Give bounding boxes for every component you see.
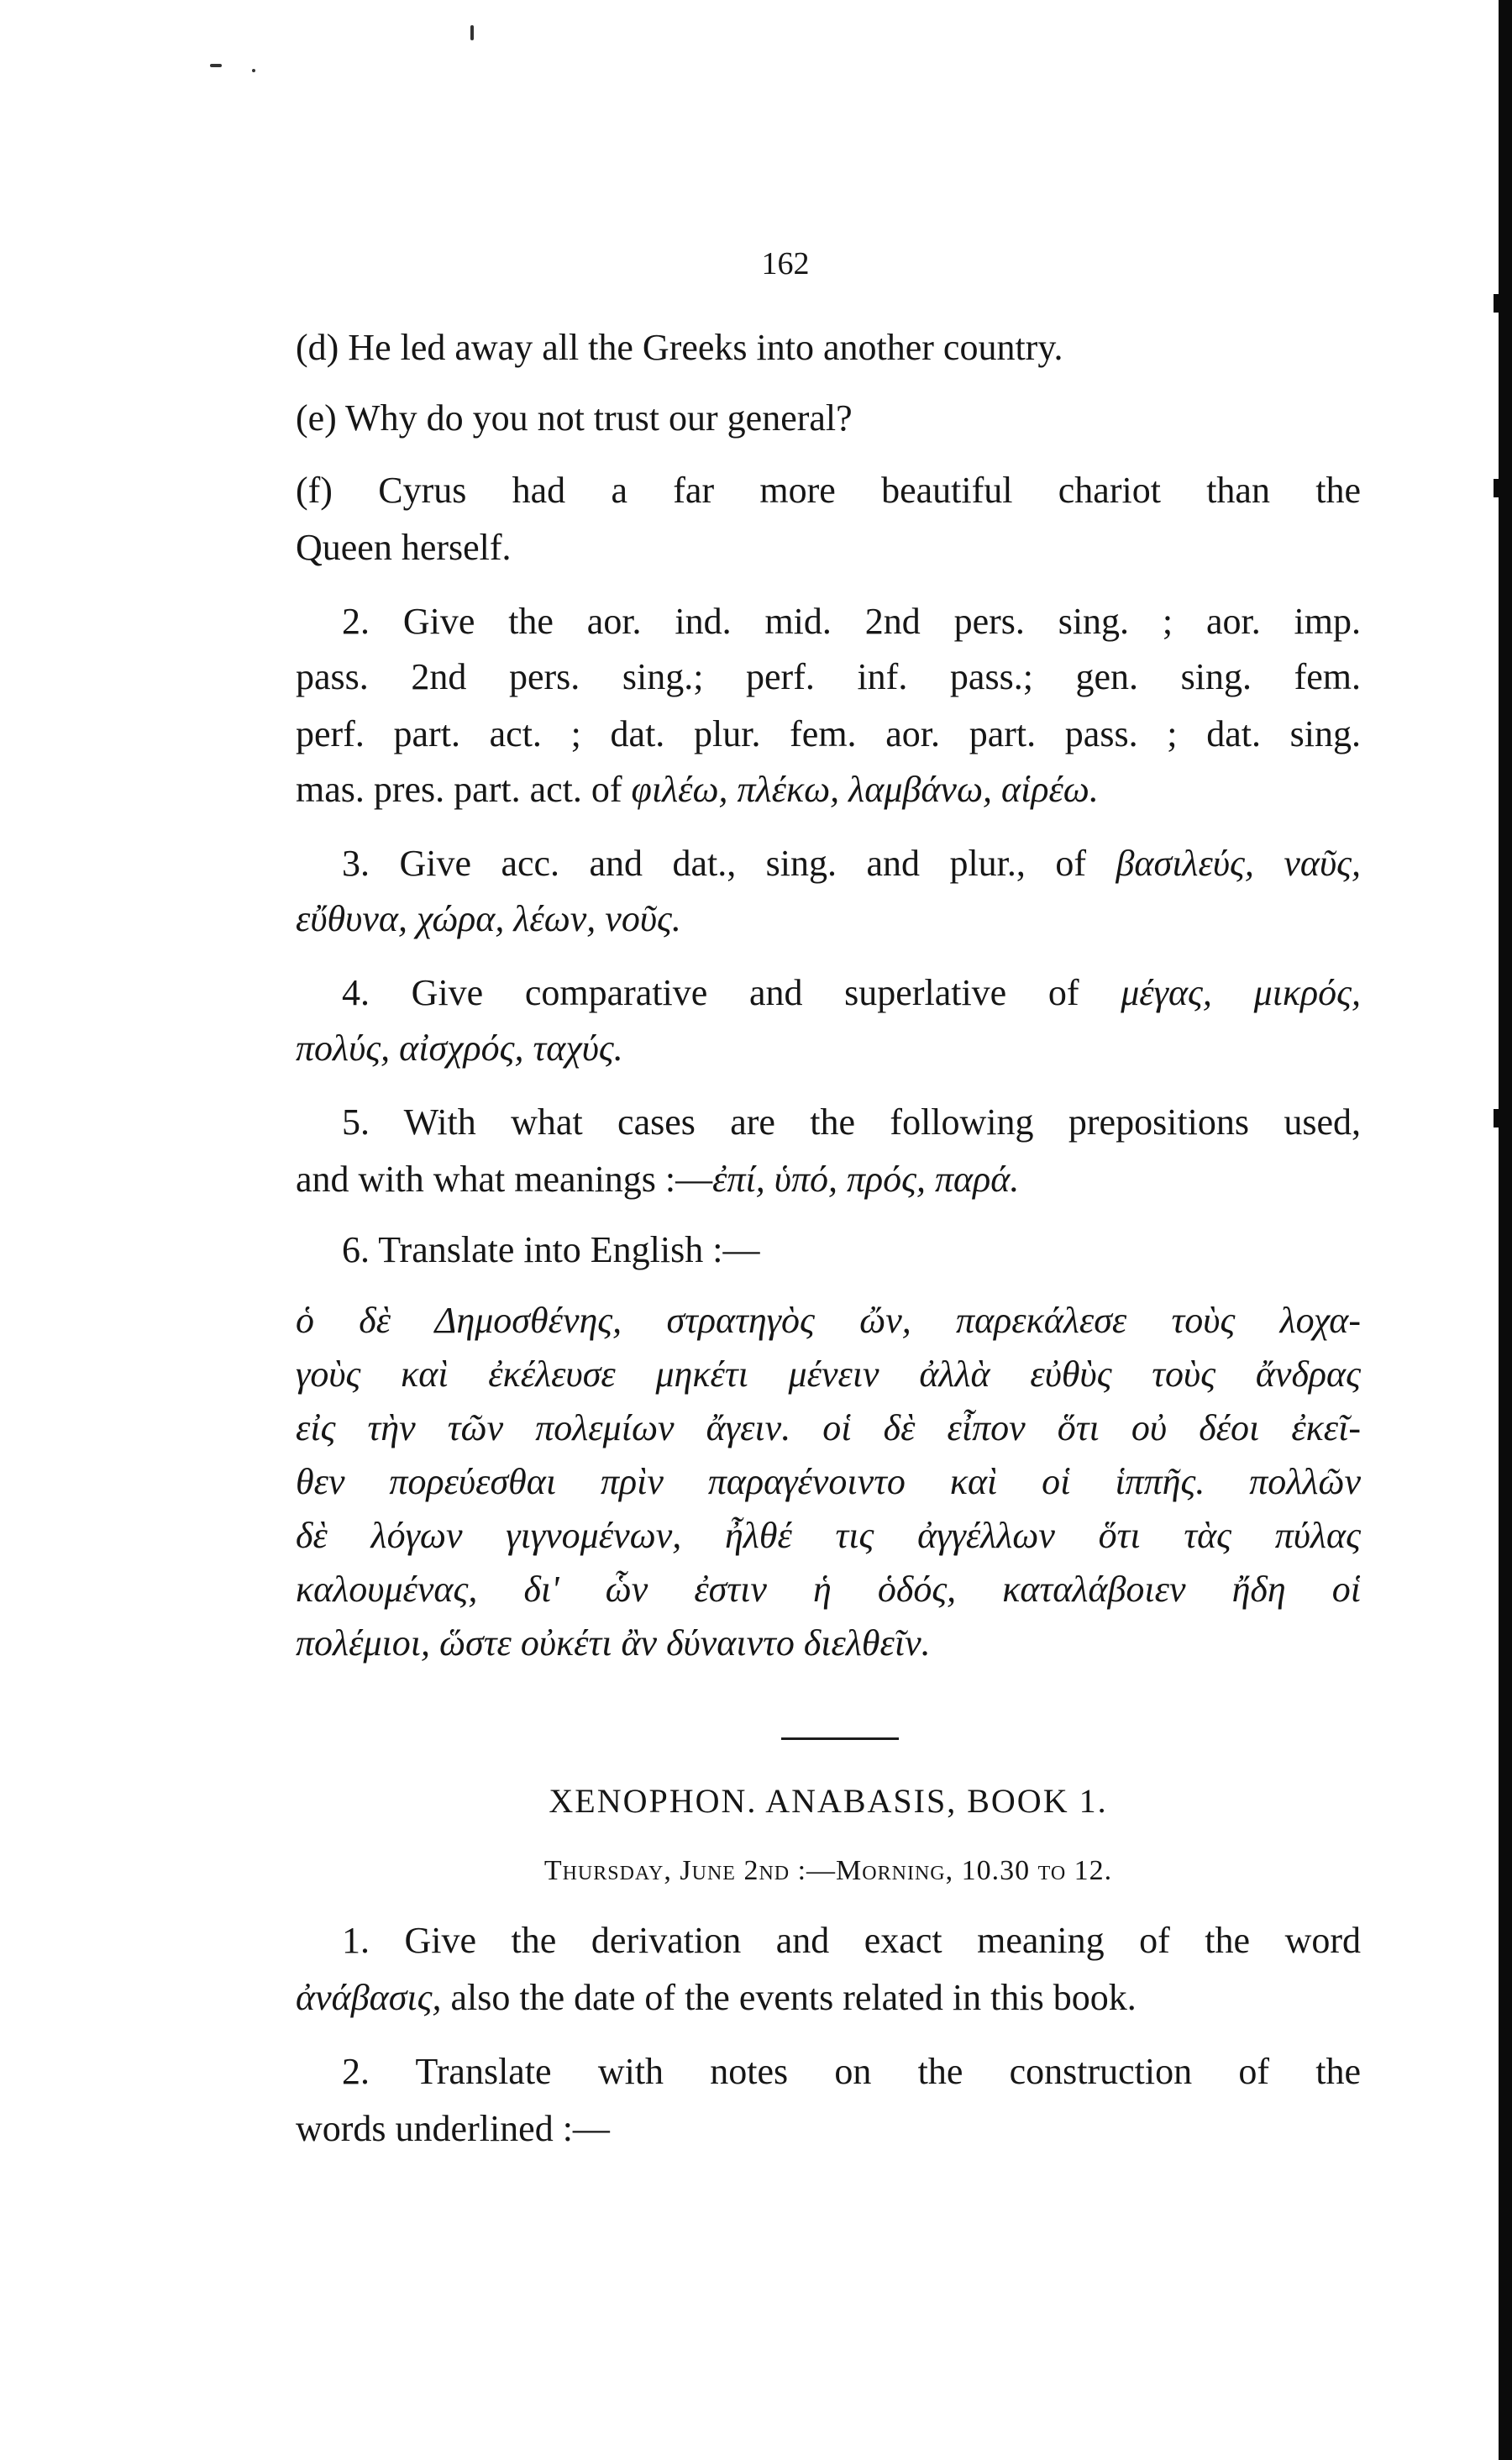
question-2-text: mas. pres. part. act. of bbox=[296, 769, 632, 810]
question-3-greek-nouns: βασιλεύς, ναῦς, bbox=[1116, 843, 1361, 884]
section-question-1-line-2 bbox=[296, 1979, 1361, 2016]
question-2-line-4 bbox=[296, 771, 1361, 808]
question-4-text: 4. Give comparative and superlative of bbox=[342, 972, 1121, 1013]
section-question-2-line-2: words underlined :— bbox=[296, 2108, 610, 2149]
question-6-line-1: 6. Translate into English :— bbox=[342, 1229, 760, 1270]
question-4-line-2: πολύς, αἰσχρός, ταχύς. bbox=[296, 1028, 623, 1069]
greek-passage-line: θεν πορεύεσθαι πρὶν παραγένοιντο καὶ οἱ ἱππῆς. πολλῶν bbox=[296, 1461, 1361, 1502]
question-3-line-1 bbox=[342, 845, 1361, 882]
question-2-line-1: 2. Give the aor. ind. mid. 2nd pers. sing. ; aor. imp. bbox=[342, 601, 1361, 642]
scan-speck bbox=[210, 64, 222, 67]
greek-passage-line: ὁ δὲ Δημοσθένης, στρατηγὸς ὤν, παρεκάλεσε τοὺς λοχα- bbox=[296, 1300, 1361, 1341]
question-5-text: and with what meanings :— bbox=[296, 1159, 713, 1200]
greek-passage-line: πολέμιοι, ὥστε οὐκέτι ἂν δύναιντο διελθεῖν. bbox=[296, 1622, 931, 1664]
scan-edge-mark bbox=[1494, 294, 1499, 313]
section-heading: XENOPHON. ANABASIS, BOOK 1. bbox=[549, 1782, 1108, 1820]
section-divider bbox=[781, 1737, 899, 1740]
question-4-greek-adjectives: μέγας, μικρός, bbox=[1121, 972, 1361, 1013]
question-3-line-2: εὔθυνα, χώρα, λέων, νοῦς. bbox=[296, 898, 681, 939]
greek-passage-line: καλουμένας, δι' ὧν ἐστιν ἡ ὁδός, καταλάβοιεν ἤδη οἱ bbox=[296, 1569, 1361, 1610]
section-question-1-text: also the date of the events related in this book. bbox=[441, 1977, 1137, 2018]
section-question-1-greek-word: ἀνάβασις, bbox=[296, 1977, 442, 2018]
question-5-greek-prepositions: ἐπί, ὑπό, πρός, παρά. bbox=[712, 1159, 1020, 1200]
question-5-line-2 bbox=[296, 1161, 1361, 1198]
question-2-greek-verbs: φιλέω, πλέκω, λαμβάνω, αἱρέω. bbox=[631, 769, 1099, 810]
page-number: 162 bbox=[761, 246, 810, 281]
question-2-line-3: perf. part. act. ; dat. plur. fem. aor. part. pass. ; dat. sing. bbox=[296, 713, 1361, 754]
exercise-d: (d) He led away all the Greeks into another country. bbox=[296, 327, 1063, 368]
scan-edge-mark bbox=[1494, 479, 1499, 497]
section-subheading: Thursday, June 2nd :—Morning, 10.30 to 12. bbox=[543, 1855, 1113, 1886]
question-3-text: 3. Give acc. and dat., sing. and plur., of bbox=[342, 843, 1116, 884]
scan-speck bbox=[252, 69, 255, 72]
question-5-line-1: 5. With what cases are the following prepositions used, bbox=[342, 1101, 1361, 1143]
exercise-e: (e) Why do you not trust our general? bbox=[296, 397, 853, 439]
exercise-f-line-2: Queen herself. bbox=[296, 527, 512, 568]
greek-passage-line: δὲ λόγων γιγνομένων, ἦλθέ τις ἀγγέλλων ὅτι τὰς πύλας bbox=[296, 1515, 1361, 1556]
scan-edge-mark bbox=[1494, 1109, 1499, 1128]
question-2-line-2: pass. 2nd pers. sing.; perf. inf. pass.; gen. sing. fem. bbox=[296, 656, 1361, 697]
section-question-1-line-1: 1. Give the derivation and exact meaning of the word bbox=[342, 1920, 1361, 1961]
exercise-f-line-1: (f) Cyrus had a far more beautiful chariot than the bbox=[296, 470, 1361, 511]
scan-binding-edge bbox=[1499, 0, 1512, 2460]
greek-passage-line: εἰς τὴν τῶν πολεμίων ἄγειν. οἱ δὲ εἶπον ὅτι οὐ δέοι ἐκεῖ- bbox=[296, 1407, 1361, 1448]
scan-speck bbox=[470, 25, 474, 40]
question-4-line-1 bbox=[342, 972, 1361, 1013]
greek-passage-line: γοὺς καὶ ἐκέλευσε μηκέτι μένειν ἀλλὰ εὐθὺς τοὺς ἄνδρας bbox=[296, 1354, 1361, 1395]
section-question-2-line-1: 2. Translate with notes on the construction of the bbox=[342, 2051, 1361, 2092]
